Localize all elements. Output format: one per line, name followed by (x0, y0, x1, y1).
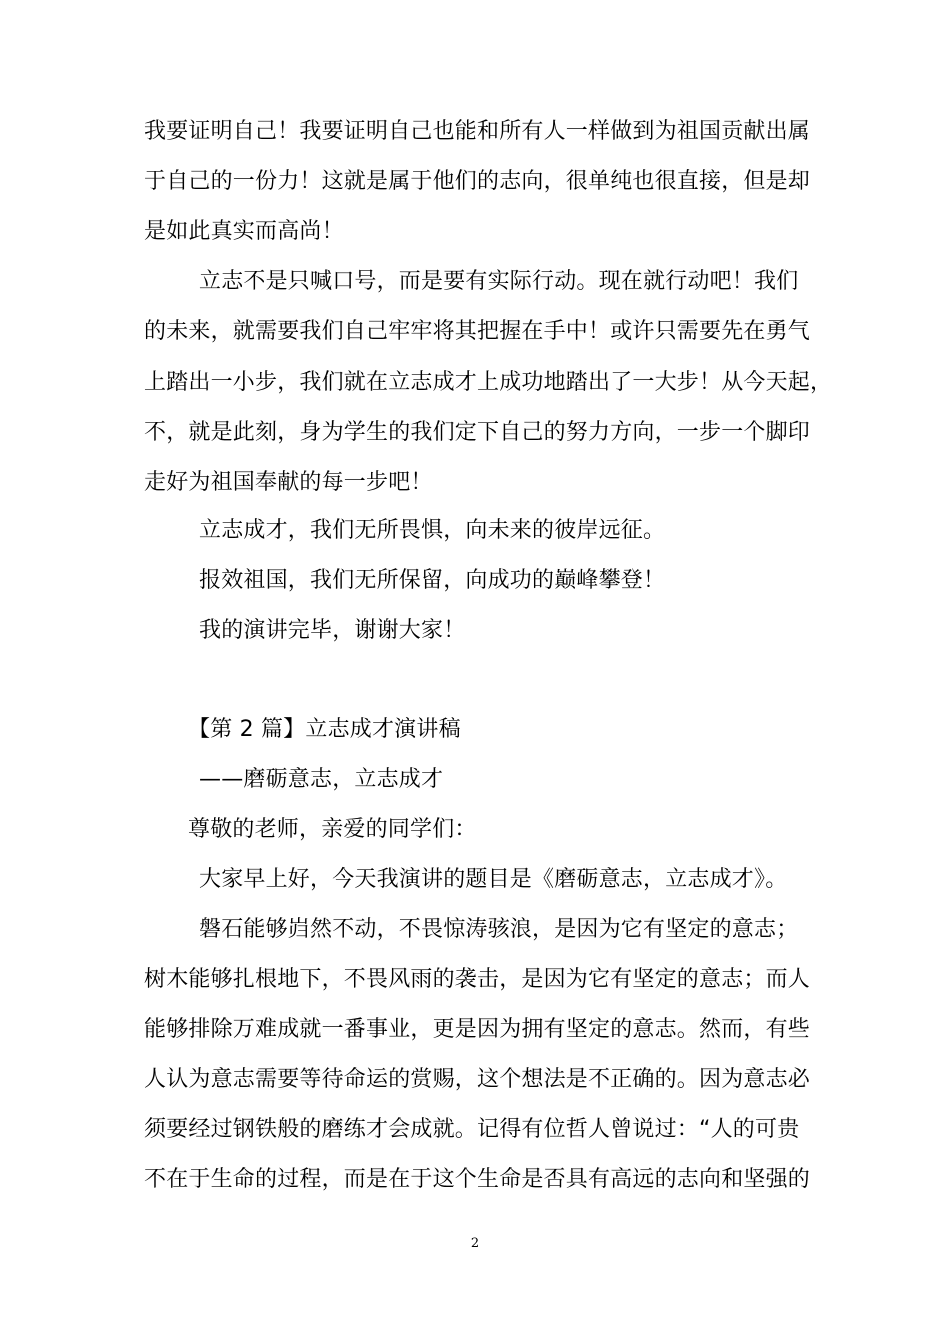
body-line: 我要证明自己！我要证明自己也能和所有人一样做到为祖国贡献出属 (144, 119, 811, 144)
body-line: 走好为祖国奉献的每一步吧！ (144, 470, 433, 495)
body-line: 于自己的一份力！这就是属于他们的志向，很单纯也很直接，但是却 (144, 169, 811, 194)
body-line: 树木能够扎根地下，不畏风雨的袭击，是因为它有坚定的意志；而人 (144, 967, 811, 992)
page-number: 2 (470, 1236, 480, 1251)
body-line: 报效祖国，我们无所保留，向成功的巅峰攀登！ (199, 568, 666, 593)
section-subtitle: ——磨砺意志，立志成才 (199, 767, 444, 792)
body-line: 不，就是此刻，身为学生的我们定下自己的努力方向，一步一个脚印 (144, 420, 811, 445)
body-line: 立志不是只喊口号，而是要有实际行动。现在就行动吧！我们 (199, 269, 799, 294)
body-line: 须要经过钢铁般的磨练才会成就。记得有位哲人曾说过：“人的可贵 (144, 1117, 800, 1142)
body-line: 上踏出一小步，我们就在立志成才上成功地踏出了一大步！从今天起， (144, 370, 833, 395)
body-line: 的未来，就需要我们自己牢牢将其把握在手中！或许只需要先在勇气 (144, 319, 811, 344)
section-title: 【第 2 篇】立志成才演讲稿 (188, 717, 461, 742)
body-line: 人认为意志需要等待命运的赏赐，这个想法是不正确的。因为意志必 (144, 1067, 811, 1092)
body-line: 磐石能够岿然不动，不畏惊涛骇浪，是因为它有坚定的意志； (199, 917, 799, 942)
body-line: 能够排除万难成就一番事业，更是因为拥有坚定的意志。然而，有些 (144, 1017, 811, 1042)
body-line: 大家早上好，今天我演讲的题目是《磨砺意志，立志成才》。 (199, 867, 788, 892)
body-line: 是如此真实而高尚！ (144, 219, 344, 244)
body-line: 不在于生命的过程，而是在于这个生命是否具有高远的志向和坚强的 (144, 1167, 811, 1192)
body-line: 立志成才，我们无所畏惧，向未来的彼岸远征。 (199, 518, 666, 543)
body-line: 我的演讲完毕，谢谢大家！ (199, 618, 466, 643)
salutation: 尊敬的老师，亲爱的同学们： (188, 817, 477, 842)
